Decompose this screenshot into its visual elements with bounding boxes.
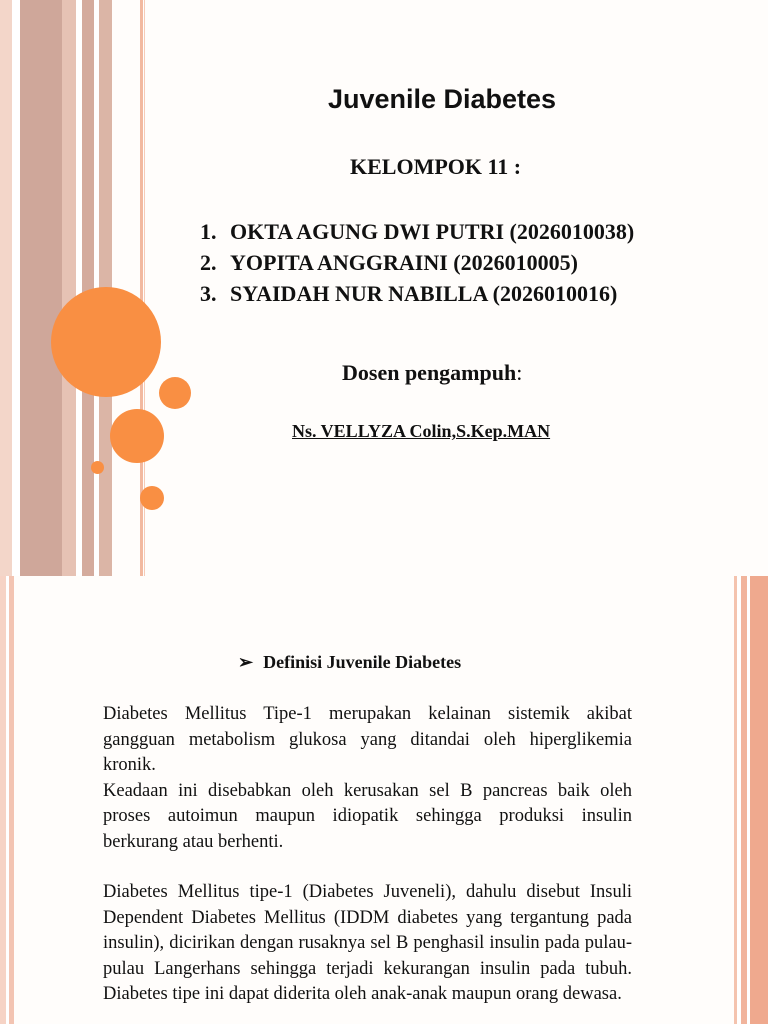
decor-stripe bbox=[9, 576, 14, 1024]
decor-circle bbox=[140, 486, 164, 510]
list-item bbox=[200, 278, 634, 309]
arrow-bullet-icon: ➢ bbox=[238, 652, 254, 672]
paragraph-text: Keadaan ini disebabkan oleh kerusakan sel B pancreas baik oleh proses autoimun maupun idiopatik sehingga produksi insulin berkurang atau berhenti. bbox=[103, 780, 632, 852]
decor-stripe bbox=[20, 0, 62, 576]
member-name: OKTA AGUNG DWI PUTRI (2026010038) bbox=[230, 219, 635, 244]
member-name: YOPITA ANGGRAINI (2026010005) bbox=[230, 250, 578, 275]
heading-text: Definisi Juvenile Diabetes bbox=[263, 652, 462, 672]
paragraph-text: Diabetes Mellitus tipe-1 (Diabetes Juveneli), dahulu disebut Insuli Dependent Diabetes Mellitus (IDDM diabetes yang tergantung pada insulin), dicirikan dengan rusaknya sel B penghasil insulin pada pulau- pulau Langerhans sehingga terjadi kekurangan insulin pada tubuh. Diabetes tipe ini dapat diderita oleh anak-anak maupun orang dewasa. bbox=[103, 882, 632, 1004]
decor-stripe bbox=[750, 576, 768, 1024]
group-label: KELOMPOK 11 : bbox=[350, 154, 522, 179]
member-number: 1. bbox=[200, 219, 217, 244]
lecturer-label-text: Dosen pengampuh bbox=[342, 360, 517, 385]
member-list bbox=[200, 216, 634, 309]
member-number: 3. bbox=[200, 281, 217, 306]
slide-title: Juvenile Diabetes bbox=[327, 84, 557, 114]
paragraph-text: Diabetes Mellitus Tipe-1 merupakan kelainan sistemik akibat gangguan metabolism glukosa yang ditandai oleh hiperglikemia kronik. bbox=[103, 704, 632, 775]
decor-stripe bbox=[12, 0, 20, 576]
member-number: 2. bbox=[200, 250, 217, 275]
decor-stripe bbox=[0, 0, 12, 576]
lecturer-name: Ns. VELLYZA Colin,S.Kep.MAN bbox=[292, 421, 551, 441]
decor-circle bbox=[91, 461, 104, 474]
lecturer-label-colon: : bbox=[516, 360, 523, 385]
decor-stripe bbox=[62, 0, 76, 576]
definition-slide bbox=[0, 576, 768, 1024]
definition-paragraph bbox=[103, 702, 632, 855]
definition-paragraph bbox=[103, 880, 632, 1008]
list-item bbox=[200, 247, 634, 278]
list-item bbox=[200, 216, 634, 247]
member-name: SYAIDAH NUR NABILLA (2026010016) bbox=[230, 281, 618, 306]
lecturer-label bbox=[342, 360, 522, 386]
decor-circle bbox=[110, 409, 164, 463]
decor-circle bbox=[51, 287, 161, 397]
decor-circle bbox=[159, 377, 191, 409]
section-heading bbox=[238, 652, 461, 673]
